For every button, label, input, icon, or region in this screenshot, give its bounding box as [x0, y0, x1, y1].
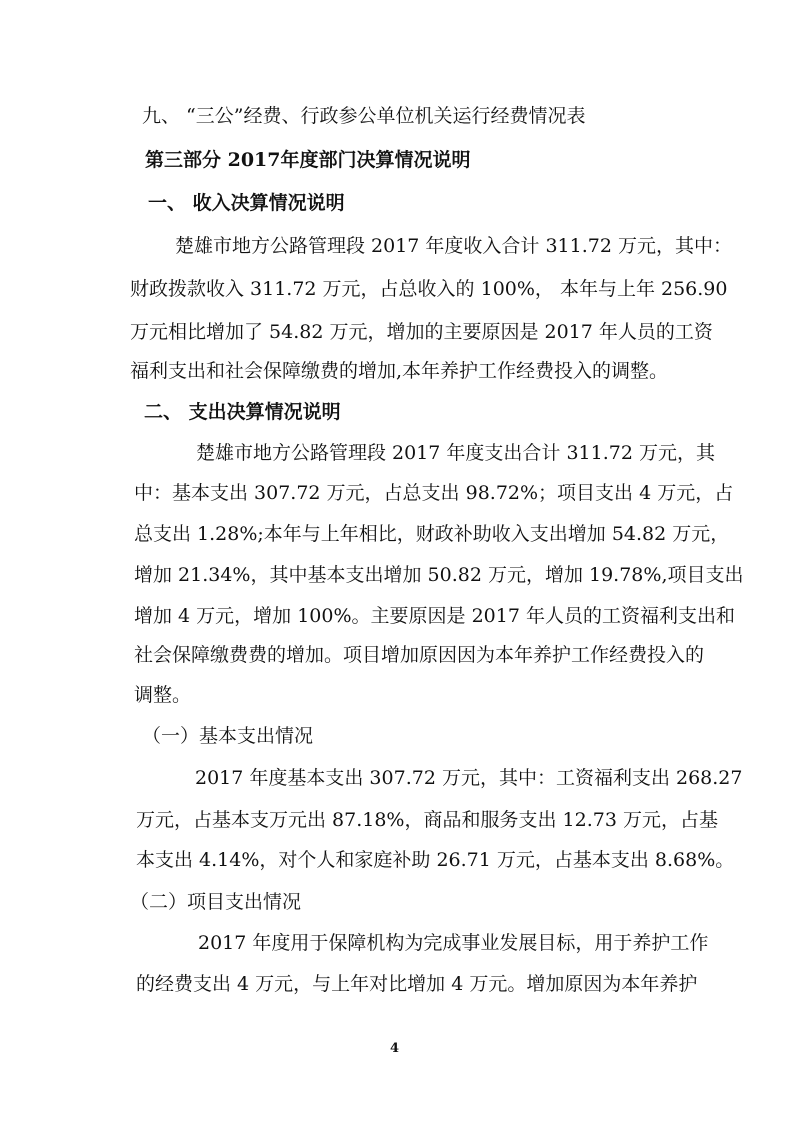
paragraph-line: 总支出 1.28%;本年与上年相比，财政补助收入支出增加 54.82 万元， [134, 523, 730, 545]
paragraph-line: 2017 年度基本支出 307.72 万元，其中：工资福利支出 268.27 [195, 767, 743, 789]
page-number: 4 [390, 1041, 400, 1056]
paragraph-line: 调整。 [134, 684, 192, 706]
paragraph-line: 社会保障缴费费的增加。项目增加原因因为本年养护工作经费投入的 [134, 644, 705, 666]
paragraph-line: 中：基本支出 307.72 万元，占总支出 98.72%；项目支出 4 万元，占 [134, 482, 734, 504]
paragraph-line: 楚雄市地方公路管理段 2017 年度支出合计 311.72 万元，其 [196, 442, 715, 464]
section-one-heading: 一、 收入决算情况说明 [148, 192, 345, 214]
part-three-heading: 第三部分 2017年度部门决算情况说明 [145, 149, 471, 171]
paragraph-line: 本支出 4.14%，对个人和家庭补助 26.71 万元，占基本支出 8.68%。 [136, 849, 735, 871]
paragraph-line: 福利支出和社会保障缴费的增加,本年养护工作经费投入的调整。 [130, 360, 669, 382]
paragraph-line: 万元，占基本支万元出 87.18%，商品和服务支出 12.73 万元，占基 [136, 809, 718, 831]
paragraph-line: 楚雄市地方公路管理段 2017 年度收入合计 311.72 万元，其中： [175, 235, 732, 257]
list-heading-nine: 九、 “三公”经费、行政参公单位机关运行经费情况表 [142, 105, 586, 127]
paragraph-line: 财政拨款收入 311.72 万元，占总收入的 100%， 本年与上年 256.90 [130, 278, 728, 300]
paragraph-line: 2017 年度用于保障机构为完成事业发展目标，用于养护工作 [198, 932, 709, 954]
paragraph-line: 增加 21.34%，其中基本支出增加 50.82 万元，增加 19.78%,项目支出 [134, 564, 744, 586]
paragraph-line: 的经费支出 4 万元，与上年对比增加 4 万元。增加原因为本年养护 [136, 973, 698, 995]
paragraph-line: 增加 4 万元，增加 100%。主要原因是 2017 年人员的工资福利支出和 [134, 605, 735, 627]
subsection-one-heading: （一）基本支出情况 [142, 725, 314, 747]
paragraph-line: 万元相比增加了 54.82 万元，增加的主要原因是 2017 年人员的工资 [130, 321, 713, 343]
subsection-two-heading: （二）项目支出情况 [130, 891, 302, 913]
section-two-heading: 二、 支出决算情况说明 [144, 401, 341, 423]
